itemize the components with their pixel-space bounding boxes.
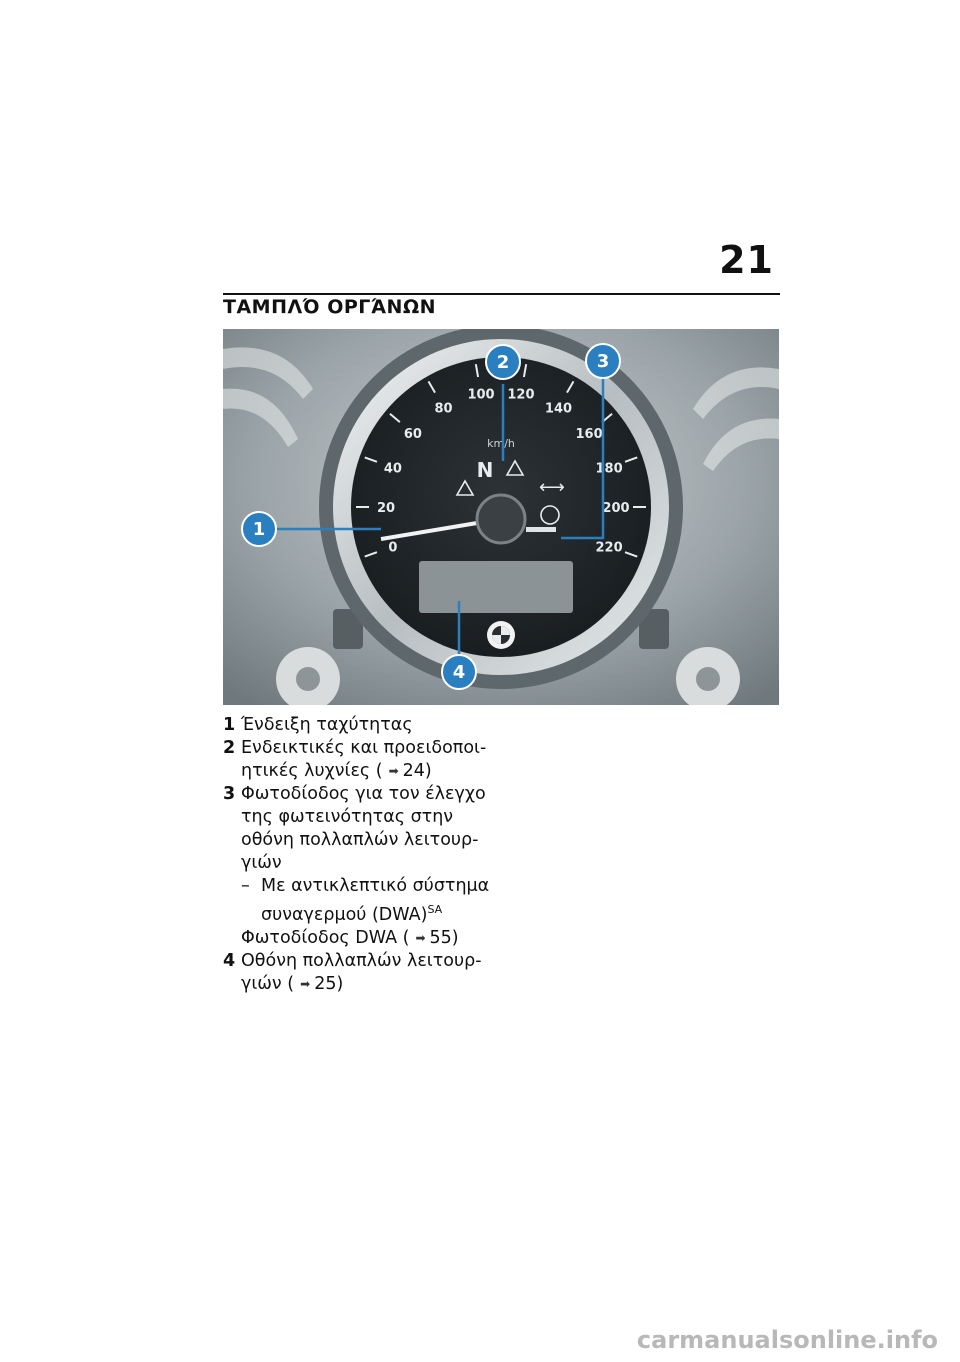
gear-indicator: N	[476, 458, 494, 482]
legend-item-3-option: – Με αντικλεπτικό σύστημα συναγερμού (DWA)$^{SA}$	[241, 876, 490, 925]
gauge-number: 120	[507, 387, 535, 403]
instrument-cluster-photo	[223, 329, 779, 705]
gauge-number: 60	[403, 427, 422, 443]
callout-3: 3	[596, 351, 610, 372]
page-number: 21	[719, 238, 774, 282]
legend-item-2: 2 Ενδεικτικές και προειδοποι- ητικές λυχνίες ( ➡ 24)	[223, 738, 487, 781]
gauge-number: 220	[595, 540, 623, 556]
callout-4: 4	[452, 662, 466, 683]
gauge-number: 80	[434, 401, 453, 417]
legend-item-4: 4 Οθόνη πολλαπλών λειτουρ- γιών ( ➡ 25)	[223, 950, 482, 994]
title-rule	[223, 293, 780, 295]
svg-text:⟷: ⟷	[539, 477, 565, 498]
legend-item-3: 3 Φωτοδίοδος για τον έλεγχο της φωτεινότητας στην οθόνη πολλαπλών λειτουρ- γιών	[223, 784, 486, 873]
gauge-number: 100	[467, 387, 495, 403]
legend-item-3-extra: Φωτοδίοδος DWA ( ➡ 55)	[241, 927, 459, 948]
unit-label: km/h	[487, 437, 515, 450]
gauge-number: 40	[383, 461, 402, 477]
gauge-number: 0	[388, 540, 398, 556]
section-title: ΤΑΜΠΛΌ ΟΡΓΆΝΩΝ	[223, 296, 437, 318]
gauge-number: 20	[376, 501, 396, 516]
callout-2: 2	[496, 352, 510, 373]
gauge-number: 200	[602, 501, 630, 516]
gauge-number: 140	[544, 401, 573, 417]
gauge-number: 160	[575, 427, 603, 443]
watermark: carmanualsonline.info	[636, 1326, 938, 1354]
callout-1: 1	[252, 519, 266, 540]
reference-arrow-icon: ➡	[300, 976, 311, 991]
reference-arrow-icon: ➡	[388, 764, 399, 778]
gauge-number: 180	[595, 461, 623, 477]
figure-legend	[223, 714, 503, 996]
reference-arrow-icon: ➡	[415, 930, 426, 945]
legend-item-1: 1 Ένδειξη ταχύτητας	[223, 715, 413, 735]
